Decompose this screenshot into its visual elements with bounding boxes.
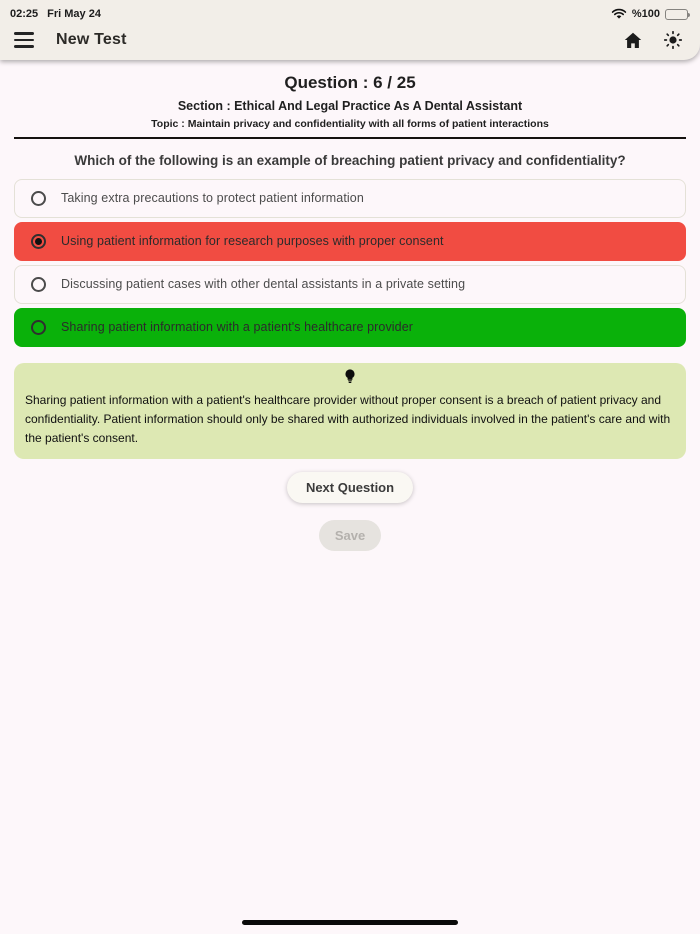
answer-option[interactable] xyxy=(14,308,686,347)
status-bar xyxy=(0,4,700,24)
home-indicator[interactable] xyxy=(242,920,458,926)
status-right xyxy=(611,8,688,20)
option-label: Sharing patient information with a patient's healthcare provider xyxy=(61,320,414,335)
clock-date: Fri May 24 xyxy=(47,8,101,20)
radio-icon[interactable] xyxy=(31,277,46,292)
status-left xyxy=(10,8,101,20)
save-button[interactable]: Save xyxy=(319,520,381,551)
question-prompt: Which of the following is an example of breaching patient privacy and confidentiality? xyxy=(74,153,626,168)
answer-option[interactable] xyxy=(14,222,686,261)
radio-icon[interactable] xyxy=(31,234,46,249)
battery-tip xyxy=(688,13,690,17)
question-header xyxy=(0,73,700,130)
explanation-card xyxy=(14,363,686,460)
question-counter: Question : 6 / 25 xyxy=(284,73,416,92)
battery-percent-label: %100 xyxy=(631,8,660,20)
radio-icon[interactable] xyxy=(31,191,46,206)
top-chrome xyxy=(0,0,700,60)
answer-option[interactable] xyxy=(14,265,686,304)
explanation-text: Sharing patient information with a patient's healthcare provider without proper consent is a breach of patient privacy and confidentiality. Patient information should only be shared with authorized individuals involved in the patient's care and with the patient's consent. xyxy=(25,392,671,445)
wifi-icon xyxy=(611,8,627,20)
next-question-button[interactable]: Next Question xyxy=(287,472,413,503)
question-topic: Topic : Maintain privacy and confidentiality with all forms of patient interactions xyxy=(151,118,549,130)
option-label: Using patient information for research purposes with proper consent xyxy=(61,234,444,249)
header-divider xyxy=(14,137,686,139)
lightbulb-icon xyxy=(25,368,675,388)
home-icon[interactable] xyxy=(624,32,642,49)
battery-icon xyxy=(665,9,688,20)
option-label: Taking extra precautions to protect patient information xyxy=(61,191,364,206)
brightness-icon[interactable] xyxy=(664,31,682,49)
app-bar-actions xyxy=(624,31,682,49)
radio-icon[interactable] xyxy=(31,320,46,335)
menu-icon[interactable] xyxy=(14,32,34,47)
clock-time: 02:25 xyxy=(10,8,39,20)
app-bar xyxy=(0,24,700,60)
options-list xyxy=(14,179,686,347)
question-section: Section : Ethical And Legal Practice As A Dental Assistant xyxy=(177,99,523,113)
page-title: New Test xyxy=(56,31,127,48)
option-label: Discussing patient cases with other dental assistants in a private setting xyxy=(61,277,466,292)
answer-option[interactable] xyxy=(14,179,686,218)
